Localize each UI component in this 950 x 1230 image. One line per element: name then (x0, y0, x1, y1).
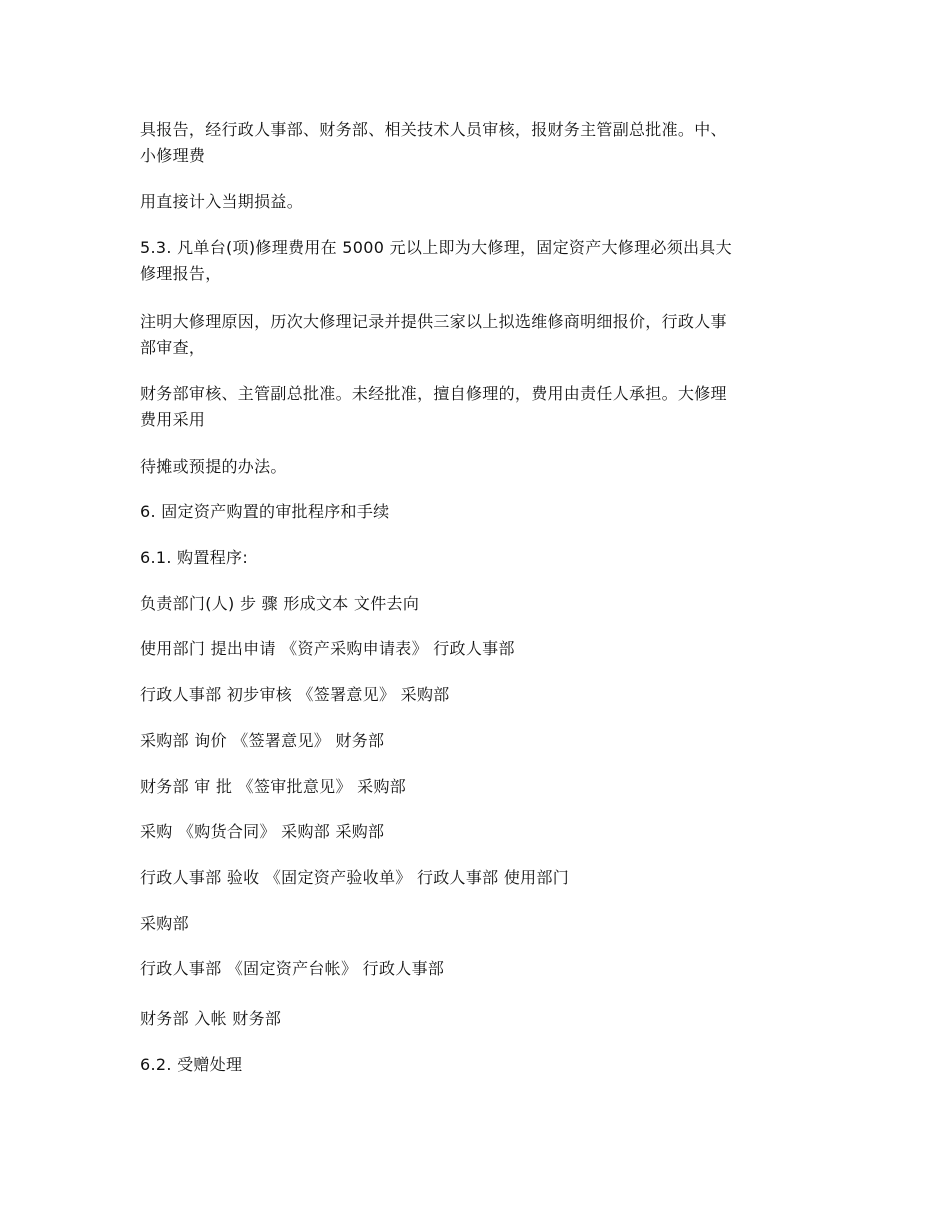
paragraph-line: 财务部审核、主管副总批准。未经批准，擅自修理的，费用由责任人承担。大修理 (140, 384, 727, 403)
paragraph-line: 费用采用 (140, 410, 206, 429)
paragraph-line: 具报告，经行政人事部、财务部、相关技术人员审核，报财务主管副总批准。中、 (140, 120, 727, 139)
paragraph-line: 待摊或预提的办法。 (140, 457, 287, 476)
procedure-line: 使用部门 提出申请 《资产采购申请表》 行政人事部 (140, 639, 515, 658)
procedure-line: 财务部 审 批 《签审批意见》 采购部 (140, 777, 407, 796)
subsection-heading: 6.1. 购置程序: (140, 548, 249, 567)
paragraph-line: 5.3. 凡单台(项)修理费用在 5000 元以上即为大修理，固定资产大修理必须出具大 (140, 238, 732, 257)
procedure-line: 行政人事部 《固定资产台帐》 行政人事部 (140, 959, 445, 978)
procedure-line: 行政人事部 验收 《固定资产验收单》 行政人事部 使用部门 (140, 868, 570, 887)
subsection-heading: 6.2. 受赠处理 (140, 1055, 243, 1074)
section-heading: 6. 固定资产购置的审批程序和手续 (140, 502, 390, 521)
procedure-line: 采购 《购货合同》 采购部 采购部 (140, 822, 385, 841)
paragraph-line: 注明大修理原因，历次大修理记录并提供三家以上拟选维修商明细报价，行政人事 (140, 312, 727, 331)
procedure-line: 财务部 入帐 财务部 (140, 1009, 282, 1028)
procedure-line: 行政人事部 初步审核 《签署意见》 采购部 (140, 685, 450, 704)
paragraph-line: 修理报告， (140, 264, 222, 283)
procedure-line: 采购部 (140, 914, 189, 933)
procedure-header-line: 负责部门(人) 步 骤 形成文本 文件去向 (140, 594, 420, 613)
procedure-line: 采购部 询价 《签署意见》 财务部 (140, 731, 385, 750)
paragraph-line: 部审查， (140, 338, 206, 357)
paragraph-line: 用直接计入当期损益。 (140, 192, 304, 211)
paragraph-line: 小修理费 (140, 146, 206, 165)
